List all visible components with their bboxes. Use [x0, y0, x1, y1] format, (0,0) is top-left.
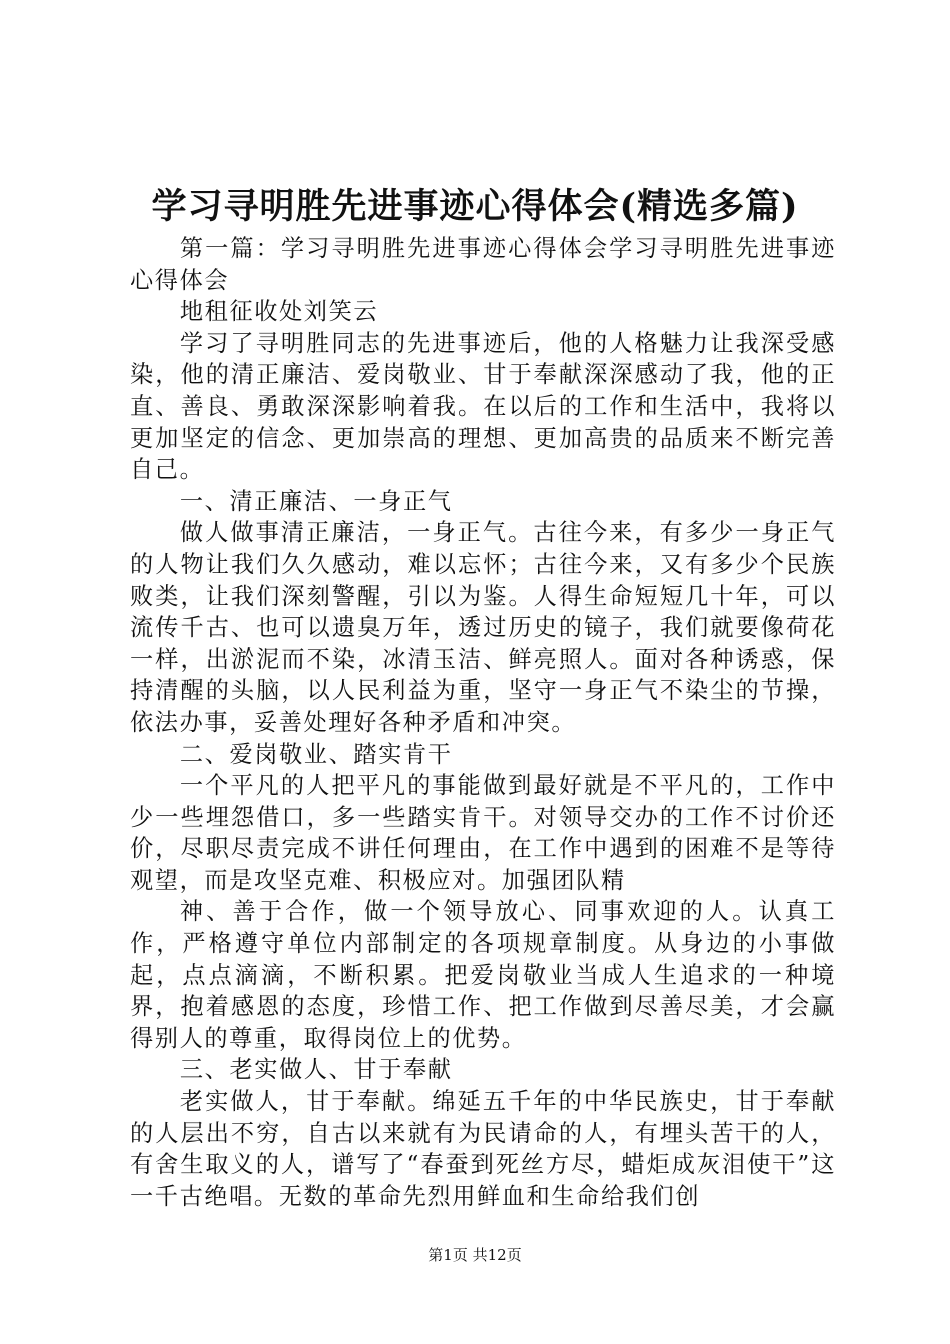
- paragraph-subheading-2: 二、爱岗敬业、踏实肯干: [179, 740, 453, 768]
- paragraph-body-3: 老实做人，甘于奉献。绵延五千年的中华民族史，甘于奉献的人层出不穷，自古以来就有为民请命的人，有埋头苦干的人，有舍生取义的人，谱写了“春蚕到死丝方尽，蜡炬成灰泪使干”这一千古绝唱。无数的革命先烈用鲜血和生命给我们创: [130, 1088, 836, 1210]
- paragraph-subheading-3: 三、老实做人、甘于奉献: [179, 1056, 453, 1084]
- paragraph-body-2b: 神、善于合作，做一个领导放心、同事欢迎的人。认真工作，严格遵守单位内部制定的各项规章制度。从身边的小事做起，点点滴滴，不断积累。把爱岗敬业当成人生追求的一种境界，抱着感恩的态度，珍惜工作、把工作做到尽善尽美，才会赢得别人的尊重，取得岗位上的优势。: [130, 898, 836, 1052]
- page-footer: 第1页 共12页: [428, 1246, 522, 1264]
- paragraph-subheading-1: 一、清正廉洁、一身正气: [179, 487, 453, 515]
- paragraph-author: 地租征收处刘笑云: [179, 298, 379, 326]
- paragraph-body-2a: 一个平凡的人把平凡的事能做到最好就是不平凡的，工作中少一些埋怨借口，多一些踏实肯干。对领导交办的工作不讨价还价，尽职尽责完成不讲任何理由，在工作中遇到的困难不是等待观望，而是攻坚克难、积极应对。加强团队精: [130, 772, 836, 894]
- document-body: [130, 233, 836, 1212]
- document-title: 学习寻明胜先进事迹心得体会(精选多篇): [151, 186, 799, 227]
- paragraph-intro: 学习了寻明胜同志的先进事迹后，他的人格魅力让我深受感染，他的清正廉洁、爱岗敬业、甘于奉献深深感动了我，他的正直、善良、勇敢深深影响着我。在以后的工作和生活中，我将以更加坚定的信念、更加崇高的理想、更加高贵的品质来不断完善自己。: [130, 329, 836, 484]
- paragraph-body-1: 做人做事清正廉洁，一身正气。古往今来，有多少一身正气的人物让我们久久感动，难以忘怀；古往今来，又有多少个民族败类，让我们深刻警醒，引以为鉴。人得生命短短几十年，可以流传千古、也可以遗臭万年，透过历史的镜子，我们就要像荷花一样，出淤泥而不染，冰清玉洁、鲜亮照人。面对各种诱惑，保持清醒的头脑，以人民利益为重，坚守一身正气不染尘的节操，依法办事，妥善处理好各种矛盾和冲突。: [130, 519, 836, 736]
- paragraph-section-heading-1: 第一篇：学习寻明胜先进事迹心得体会学习寻明胜先进事迹心得体会: [130, 235, 836, 294]
